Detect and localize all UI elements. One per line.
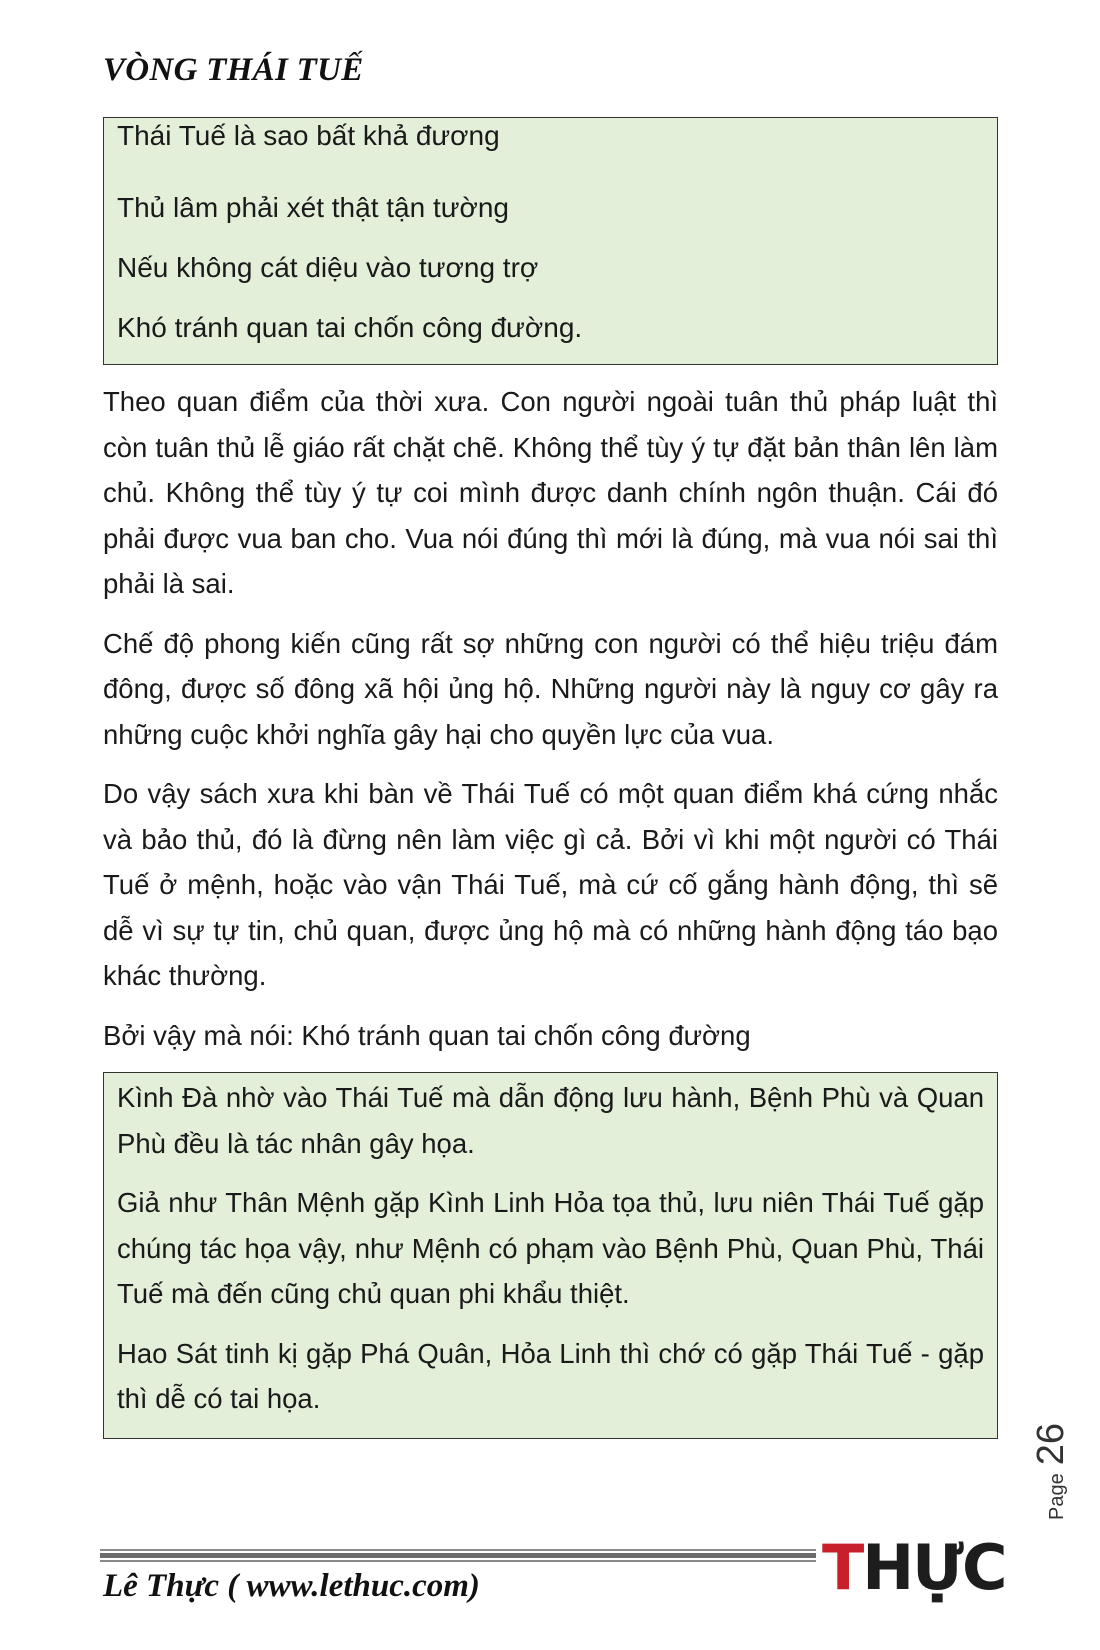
footer-divider: [100, 1549, 816, 1563]
body-text: [103, 379, 998, 1058]
logo-letters-hu: HỰ: [862, 1531, 962, 1604]
note-paragraph: Giả như Thân Mệnh gặp Kình Linh Hỏa tọa thủ, lưu niên Thái Tuế gặp chúng tác họa vậy, như Mệnh có phạm vào Bệnh Phù, Quan Phù, Thái Tuế mà đến cũng chủ quan phi khẩu thiệt.: [117, 1187, 984, 1309]
body-paragraph: Theo quan điểm của thời xưa. Con người ngoài tuân thủ pháp luật thì còn tuân thủ lễ giáo rất chặt chẽ. Không thể tùy ý tự đặt bản thân lên làm chủ. Không thể tùy ý tự coi mình được danh chính ngôn thuận. Cái đó phải được vua ban cho. Vua nói đúng thì mới là đúng, mà vua nói sai thì phải là sai.: [103, 386, 998, 599]
logo-letter-t: T: [822, 1531, 863, 1604]
body-paragraph: Do vậy sách xưa khi bàn về Thái Tuế có một quan điểm khá cứng nhắc và bảo thủ, đó là đừng nên làm việc gì cả. Bởi vì khi một người có Thái Tuế ở mệnh, hoặc vào vận Thái Tuế, mà cứ cố gắng hành động, thì sẽ dễ vì sự tự tin, chủ quan, được ủng hộ mà có những hành động táo bạo khác thường.: [103, 778, 998, 991]
logo-letter-c: C: [961, 1531, 1006, 1604]
note-box: [103, 1072, 998, 1439]
note-paragraph: Kình Đà nhờ vào Thái Tuế mà dẫn động lưu hành, Bệnh Phù và Quan Phù đều là tác nhân gây họa.: [117, 1082, 984, 1159]
section-title: VÒNG THÁI TUẾ: [103, 52, 364, 88]
page-label: Page: [1046, 1473, 1068, 1520]
page-number: [1030, 1400, 1090, 1520]
page-content: [103, 117, 998, 1439]
note-paragraph: Hao Sát tinh kị gặp Phá Quân, Hỏa Linh thì chớ có gặp Thái Tuế - gặp thì dễ có tai họa.: [117, 1337, 984, 1414]
body-paragraph: Bởi vậy mà nói: Khó tránh quan tai chốn công đường: [103, 1019, 751, 1051]
verse-line: Thủ lâm phải xét thật tận tường: [117, 192, 509, 223]
verse-box: [103, 117, 998, 365]
verse-line: Khó tránh quan tai chốn công đường.: [117, 312, 583, 343]
verse-line: Nếu không cát diệu vào tương trợ: [117, 252, 539, 283]
footer-author: Lê Thực ( www.lethuc.com): [103, 1568, 480, 1604]
page-number-value: 26: [1030, 1423, 1072, 1466]
brand-logo: [822, 1530, 1032, 1605]
verse-line: Thái Tuế là sao bất khả đương: [117, 120, 500, 151]
body-paragraph: Chế độ phong kiến cũng rất sợ những con người có thể hiệu triệu đám đông, được số đông xã hội ủng hộ. Những người này là nguy cơ gây ra những cuộc khởi nghĩa gây hại cho quyền lực của vua.: [103, 627, 998, 750]
